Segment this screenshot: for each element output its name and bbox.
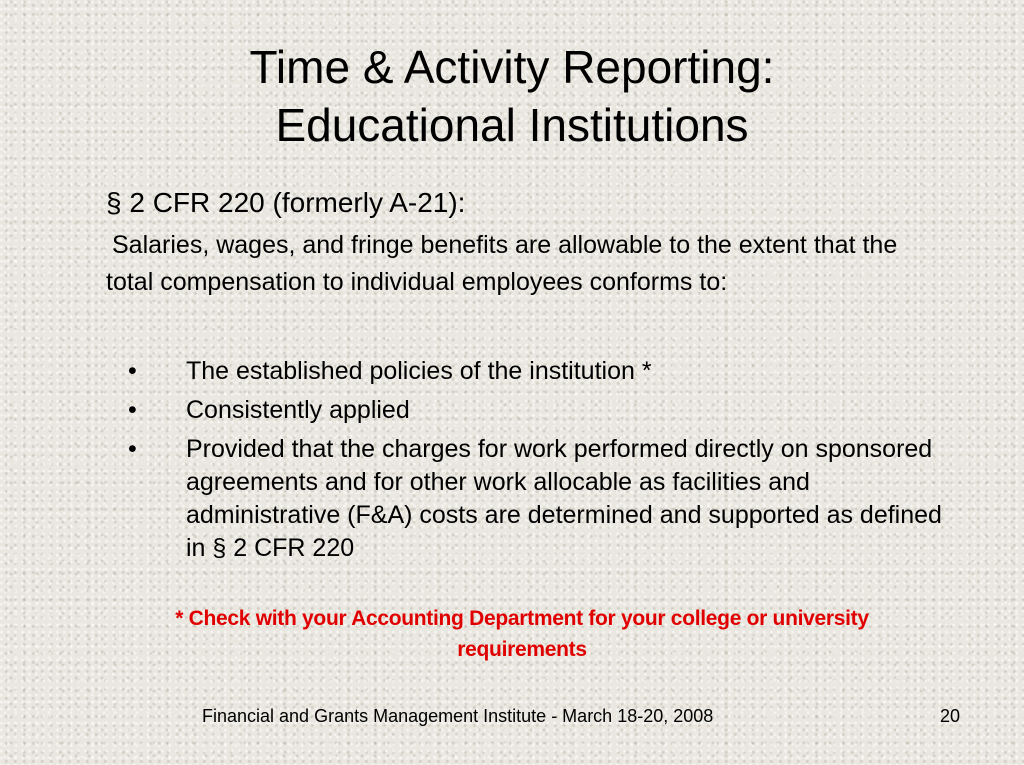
- slide-title-line-2: Educational Institutions: [275, 99, 749, 151]
- bullet-item: [128, 355, 948, 388]
- page-number: 20: [940, 706, 961, 726]
- accounting-note: * Check with your Accounting Department for your college or university requirements: [175, 607, 869, 661]
- bullet-text: Consistently applied: [186, 396, 410, 424]
- bullet-text: The established policies of the institution *: [186, 357, 652, 385]
- bullet-text: Provided that the charges for work performed directly on sponsored agreements and for other work allocable as facilities and administrative (F&A) costs are determined and supported as defined in § 2 CFR 220: [186, 435, 942, 562]
- bullet-icon: •: [128, 396, 137, 424]
- bullet-list: [128, 355, 948, 571]
- bullet-icon: •: [128, 435, 137, 463]
- intro-paragraph: Salaries, wages, and fringe benefits are allowable to the extent that the total compensation to individual employees conforms to:: [106, 231, 898, 296]
- footer-text: Financial and Grants Management Institute - March 18-20, 2008: [202, 706, 714, 726]
- bullet-item: [128, 433, 948, 565]
- bullet-icon: •: [128, 357, 137, 385]
- slide-title-line-1: Time & Activity Reporting:: [249, 41, 775, 93]
- section-heading: § 2 CFR 220 (formerly A-21):: [106, 187, 466, 218]
- bullet-item: [128, 394, 948, 427]
- slide-title: [0, 38, 1024, 154]
